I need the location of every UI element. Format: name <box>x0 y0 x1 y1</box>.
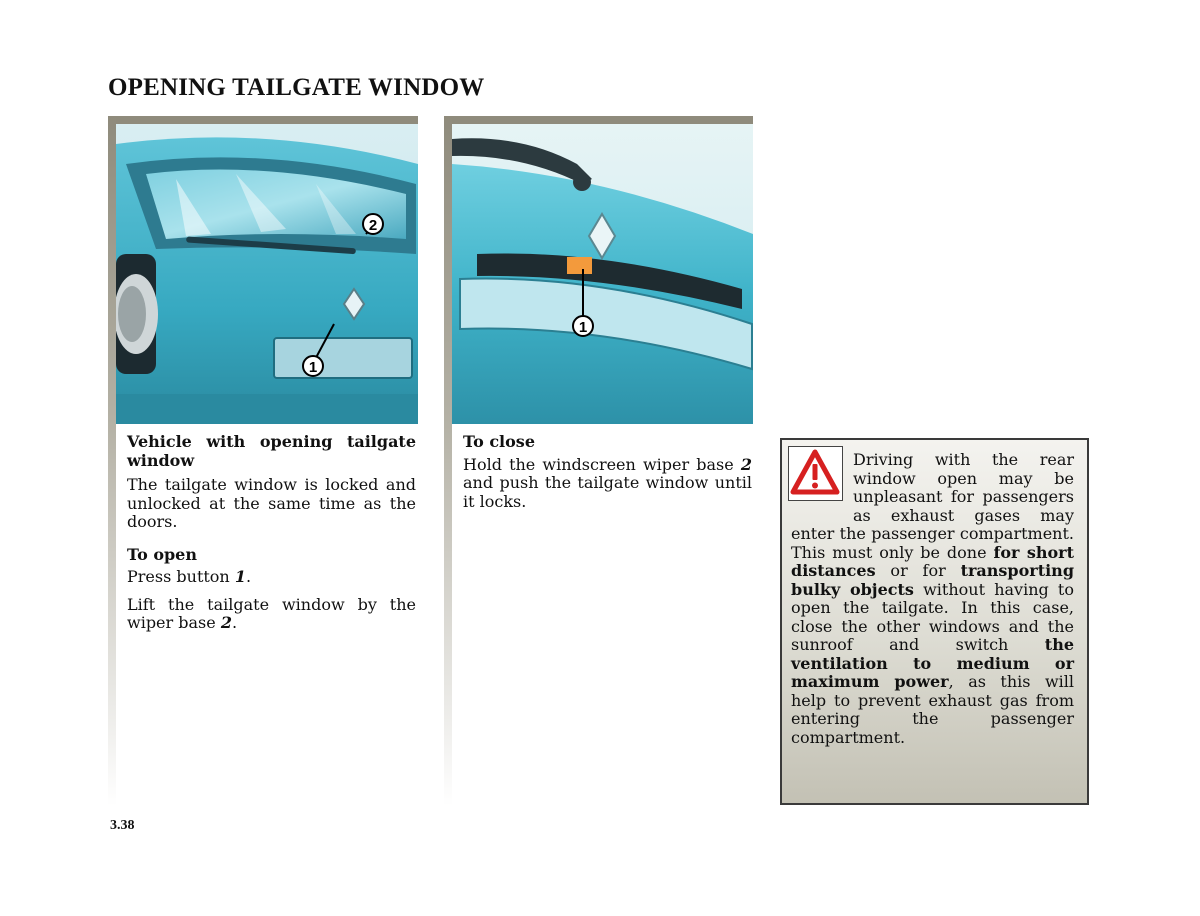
column-top-rule <box>444 116 753 124</box>
page-title: OPENING TAILGATE WINDOW <box>108 74 485 101</box>
open-heading: To open <box>127 544 197 564</box>
close-heading: To close <box>463 432 535 451</box>
warning-box <box>780 438 1089 805</box>
callout-1: 1 <box>578 319 588 336</box>
left-text-column <box>127 433 416 642</box>
page-number: 3.38 <box>110 818 135 833</box>
callout-2: 2 <box>368 217 378 234</box>
column-side-rule <box>444 116 452 806</box>
intro-paragraph: The tailgate window is locked and unlocked at the same time as the doors. <box>127 475 416 531</box>
column-side-rule <box>108 116 116 806</box>
close-paragraph: Hold the windscreen wiper base 2 and push the tailgate window until it locks. <box>463 454 752 511</box>
car-rear-photo <box>116 124 418 424</box>
open-step-2: Lift the tailgate window by the wiper base 2. <box>127 594 416 632</box>
open-step-1: Press button 1. <box>127 567 252 586</box>
warning-text: Driving with the rear window open may be unpleasant for passengers as exhaust gases may enter the passenger compartment. This must only be done for short distances or for transporting bulky objects without having to open the tailgate. In this case, close the other windows and the sunroof and switch the ventilation to medium or maximum power, as this will help to prevent exhaust gas from entering the passenger compartment. <box>791 450 1075 747</box>
column-top-rule <box>108 116 418 124</box>
middle-text-column <box>463 433 752 520</box>
section-heading: Vehicle with opening tailgate window <box>127 432 416 470</box>
callout-1: 1 <box>308 359 318 376</box>
tailgate-closeup-photo <box>452 124 753 424</box>
